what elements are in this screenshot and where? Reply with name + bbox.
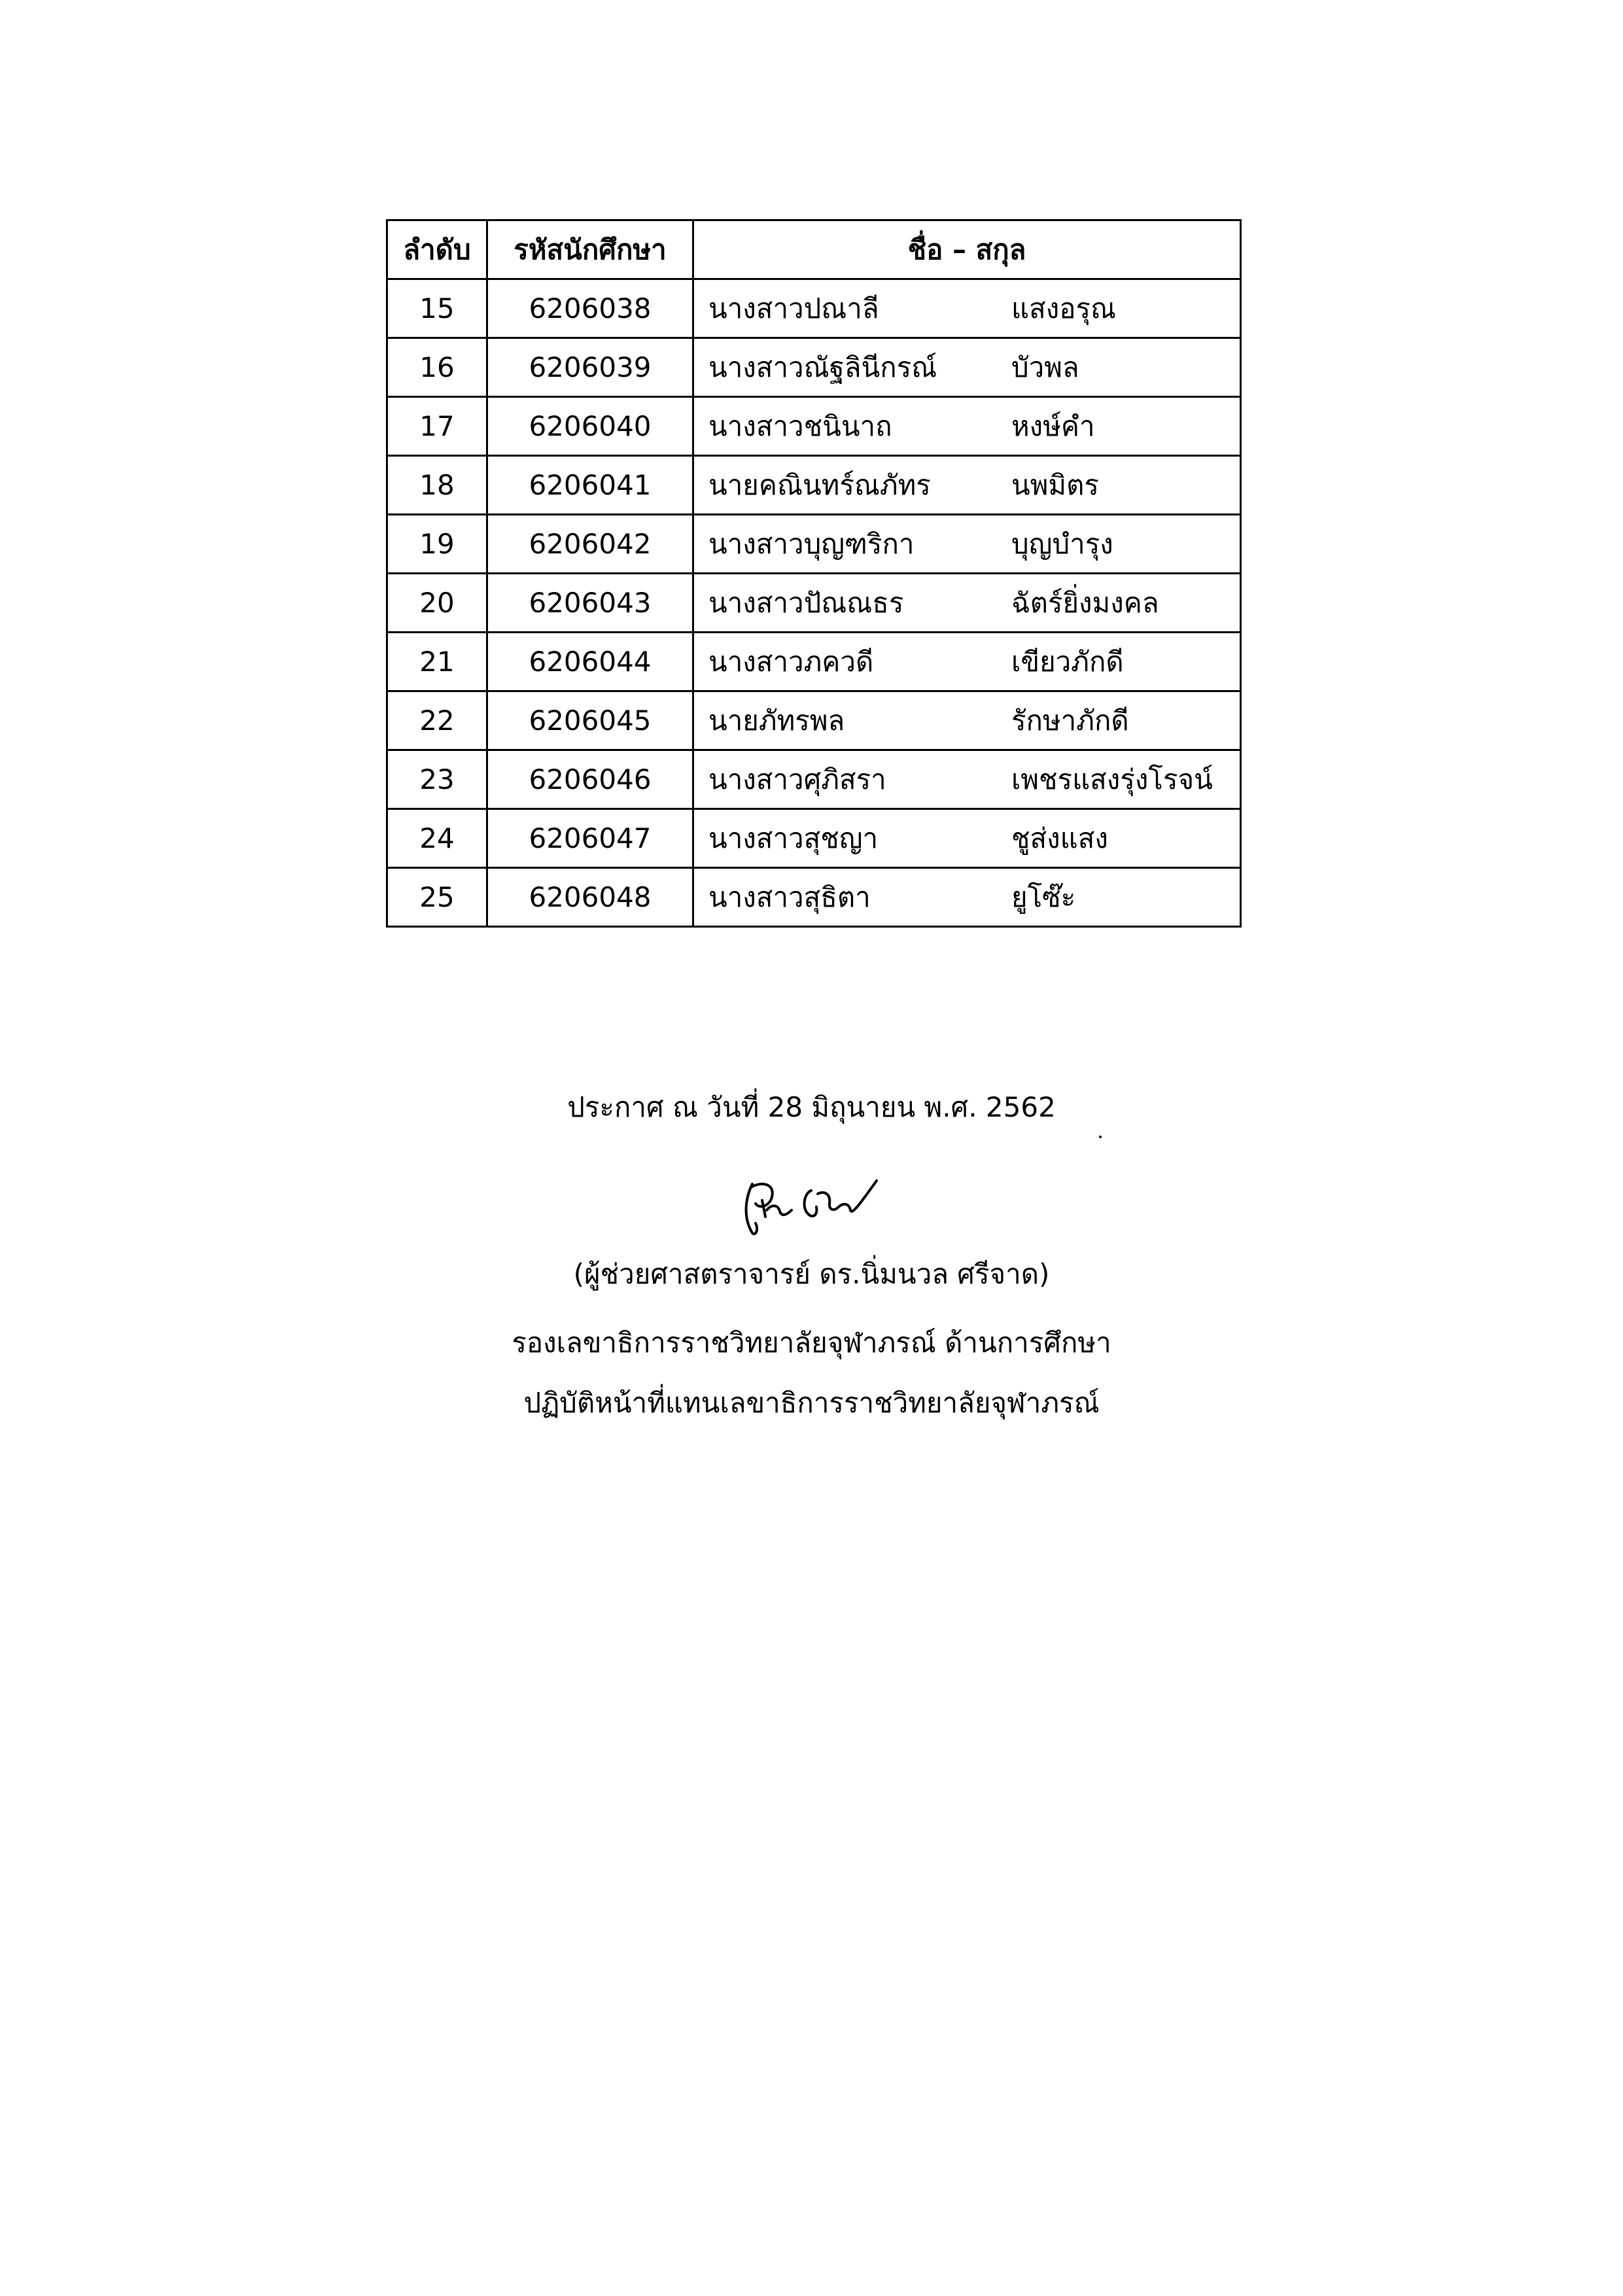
last-name: แสงอรุณ — [1011, 292, 1116, 324]
first-name: นางสาวปัณณธร — [708, 586, 904, 619]
last-name: บัวพล — [1011, 351, 1079, 383]
last-name: หงษ์คำ — [1011, 409, 1095, 442]
table-row — [387, 691, 1241, 750]
table-row — [387, 868, 1241, 927]
cell-student-id: 6206041 — [487, 456, 693, 515]
first-name: นางสาวชนินาถ — [708, 409, 892, 442]
table-row — [387, 574, 1241, 633]
signature — [726, 1158, 896, 1243]
table-row — [387, 633, 1241, 691]
last-name: เขียวภักดี — [1011, 645, 1124, 678]
last-name: เพชรแสงรุ่งโรจน์ — [1011, 763, 1213, 795]
table-row — [387, 809, 1241, 868]
cell-order: 18 — [387, 456, 487, 515]
cell-name — [693, 750, 1241, 809]
announcement-date: ประกาศ ณ วันที่ 28 มิถุนายน พ.ศ. 2562 — [567, 1091, 1056, 1123]
signer-name: (ผู้ช่วยศาสตราจารย์ ดร.นิ่มนวล ศรีจาด) — [573, 1258, 1050, 1290]
cell-student-id: 6206042 — [487, 515, 693, 574]
first-name: นางสาวสุธิตา — [708, 880, 871, 913]
cell-name — [693, 338, 1241, 397]
cell-order: 24 — [387, 809, 487, 868]
cell-student-id: 6206044 — [487, 633, 693, 691]
table-row — [387, 338, 1241, 397]
table-row — [387, 515, 1241, 574]
cell-name — [693, 456, 1241, 515]
table-row — [387, 750, 1241, 809]
cell-order: 25 — [387, 868, 487, 927]
first-name: นายภัทรพล — [708, 704, 845, 737]
cell-student-id: 6206038 — [487, 279, 693, 338]
cell-name — [693, 691, 1241, 750]
table-header-row — [387, 220, 1241, 279]
cell-name — [693, 397, 1241, 456]
table-row — [387, 279, 1241, 338]
table-row — [387, 397, 1241, 456]
cell-name — [693, 868, 1241, 927]
first-name: นางสาวสุชญา — [708, 822, 879, 854]
first-name: นางสาวปณาลี — [708, 292, 879, 324]
first-name: นายคณินทร์ณภัทร — [708, 468, 931, 501]
first-name: นางสาวภควดี — [708, 645, 874, 678]
first-name: นางสาวศุภิสรา — [708, 763, 886, 795]
cell-name — [693, 574, 1241, 633]
signer-position-line1: รองเลขาธิการราชวิทยาลัยจุฬาภรณ์ ด้านการศึกษา — [512, 1327, 1111, 1359]
cell-name — [693, 809, 1241, 868]
cell-student-id: 6206039 — [487, 338, 693, 397]
cell-order: 15 — [387, 279, 487, 338]
cell-student-id: 6206046 — [487, 750, 693, 809]
last-name: ชูส่งแสง — [1011, 822, 1108, 854]
cell-student-id: 6206048 — [487, 868, 693, 927]
header-student-id: รหัสนักศึกษา — [487, 220, 693, 279]
cell-name — [693, 633, 1241, 691]
signer-position-line2: ปฏิบัติหน้าที่แทนเลขาธิการราชวิทยาลัยจุฬาภรณ์ — [523, 1387, 1100, 1419]
cell-order: 21 — [387, 633, 487, 691]
header-name: ชื่อ – สกุล — [693, 220, 1241, 279]
cell-order: 16 — [387, 338, 487, 397]
first-name: นางสาวณัฐลินีกรณ์ — [708, 351, 937, 383]
last-name: ยูโซ๊ะ — [1011, 880, 1076, 913]
cell-order: 20 — [387, 574, 487, 633]
student-list-table — [386, 219, 1242, 928]
cell-student-id: 6206047 — [487, 809, 693, 868]
cell-order: 22 — [387, 691, 487, 750]
last-name: ฉัตร์ยิ่งมงคล — [1011, 586, 1159, 619]
header-order: ลำดับ — [387, 220, 487, 279]
cell-student-id: 6206043 — [487, 574, 693, 633]
cell-name — [693, 279, 1241, 338]
cell-name — [693, 515, 1241, 574]
first-name: นางสาวบุญฑริกา — [708, 527, 915, 560]
cell-order: 23 — [387, 750, 487, 809]
cell-student-id: 6206045 — [487, 691, 693, 750]
last-name: บุญบำรุง — [1011, 527, 1113, 560]
table-body — [387, 279, 1241, 927]
stray-mark — [1099, 1136, 1102, 1138]
last-name: นพมิตร — [1011, 468, 1099, 501]
cell-order: 17 — [387, 397, 487, 456]
table-row — [387, 456, 1241, 515]
cell-order: 19 — [387, 515, 487, 574]
last-name: รักษาภักดี — [1011, 704, 1129, 737]
cell-student-id: 6206040 — [487, 397, 693, 456]
